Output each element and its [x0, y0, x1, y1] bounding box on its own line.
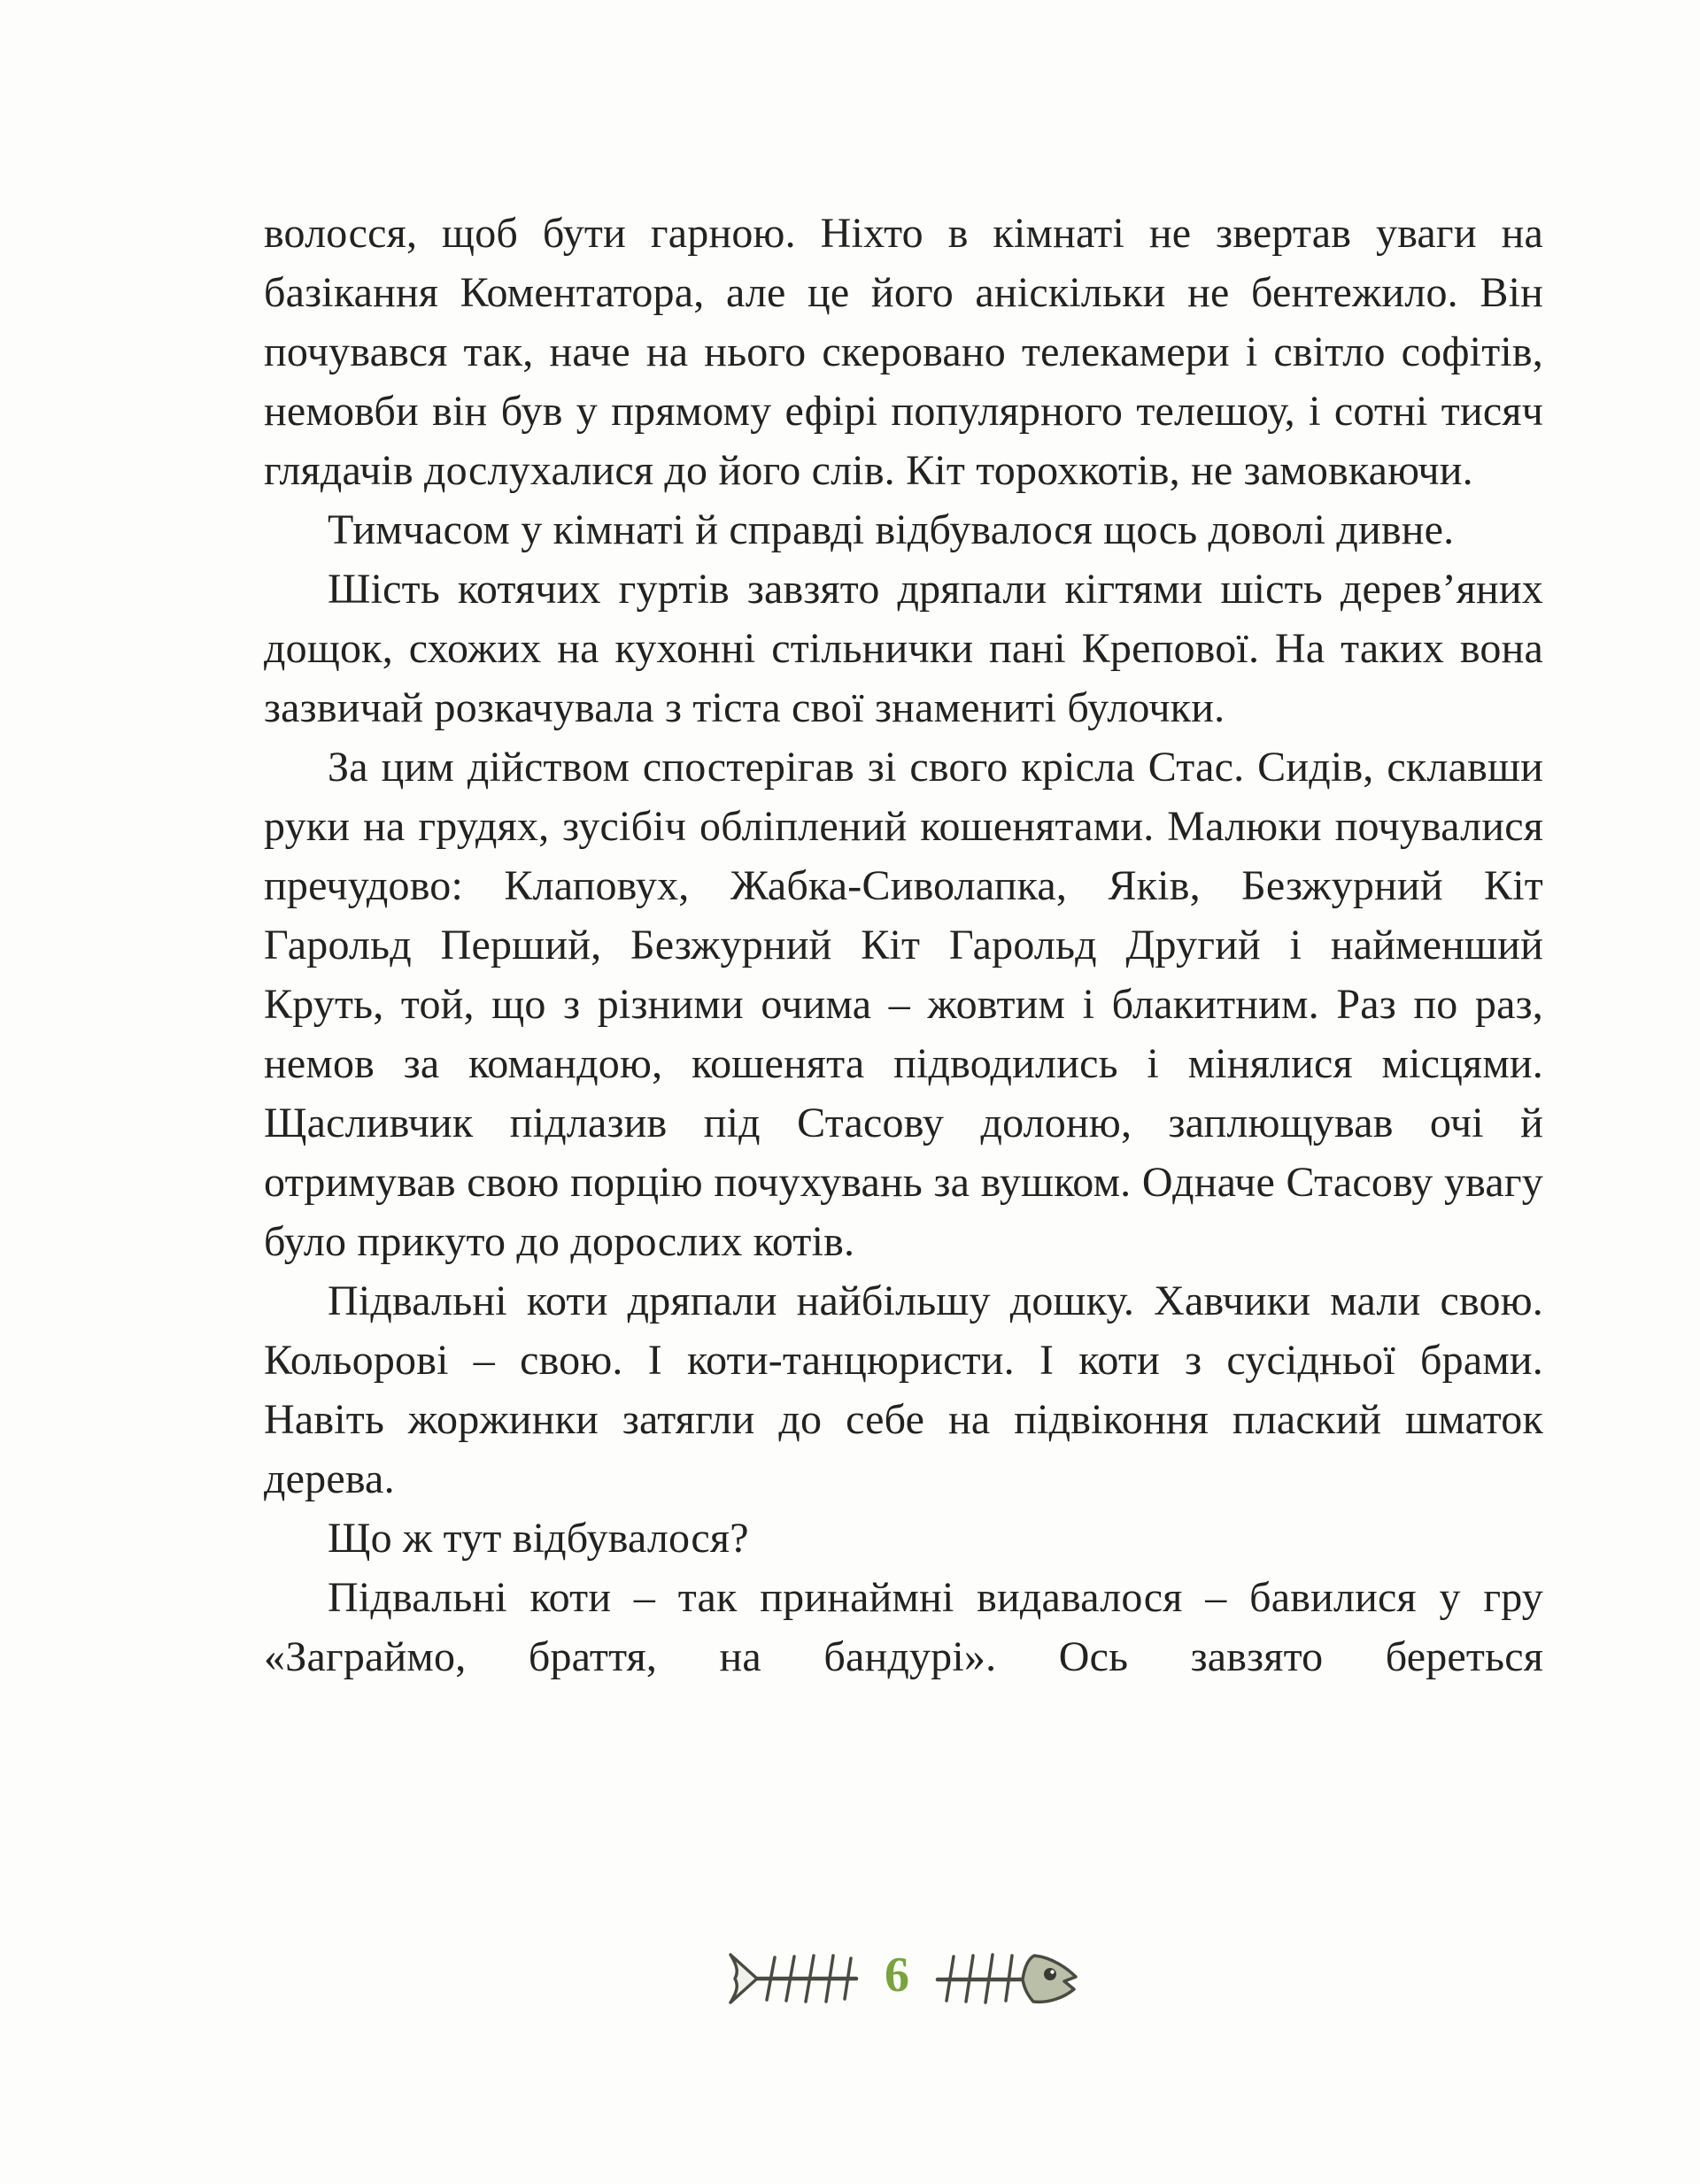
- body-paragraph: Тимчасом у кімнаті й справді відбувалося щось доволі дивне.: [328, 506, 1455, 553]
- fish-skeleton-tail-icon: [727, 1947, 860, 2010]
- body-paragraph: Підвальні коти дряпали найбільшу дошку. Хавчики мали свою. Кольорові – свою. І коти-танцюристи. І коти з сусідньої брами. Навіть жоржинки затягли до себе на підвіконня плаский шматок дерева.: [264, 1277, 1543, 1502]
- body-paragraph: Шість котячих гуртів завзято дряпали кігтями шість дерев’яних дощок, схожих на кухонні стільнички пані Крепової. На таких вона зазвичай розкачувала з тіста свої знамениті булочки.: [264, 566, 1543, 731]
- page-footer: [264, 1944, 1543, 2013]
- body-paragraph: волосся, щоб бути гарною. Ніхто в кімнаті не звертав уваги на базікання Коментатора, але це його аніскільки не бентежило. Він почувався так, наче на нього скеровано телекамери і світло софітів, немовби він був у прямому ефірі популярного телешоу, і сотні тисяч глядачів дослухалися до його слів. Кіт торохкотів, не замовкаючи.: [264, 210, 1543, 494]
- page-number: 6: [885, 1948, 909, 2003]
- text-block: [264, 204, 1543, 1686]
- body-paragraph: Що ж тут відбувалося?: [328, 1515, 749, 1562]
- body-paragraph: Підвальні коти – так принаймні видавалося – бавилися у гру «Заграймо, браття, на бандурі». Ось завзято береться: [264, 1574, 1543, 1680]
- fish-skeleton-head-icon: [934, 1944, 1080, 2013]
- body-paragraph: За цим дійством спостерігав зі свого крісла Стас. Сидів, склавши руки на грудях, зусібіч обліплений кошенятами. Малюки почувалися пречудово: Клаповух, Жабка-Сиволапка, Яків, Безжурний Кіт Гарольд Перший, Безжурний Кіт Гарольд Другий і найменший Круть, той, що з різними очима – жовтим і блакитним. Раз по раз, немов за командою, кошенята підводились і мінялися місцями. Щасливчик підлазив під Стасову долоню, заплющував очі й отримував свою порцію почухувань за вушком. Одначе Стасову увагу було прикуто до дорослих котів.: [264, 744, 1543, 1265]
